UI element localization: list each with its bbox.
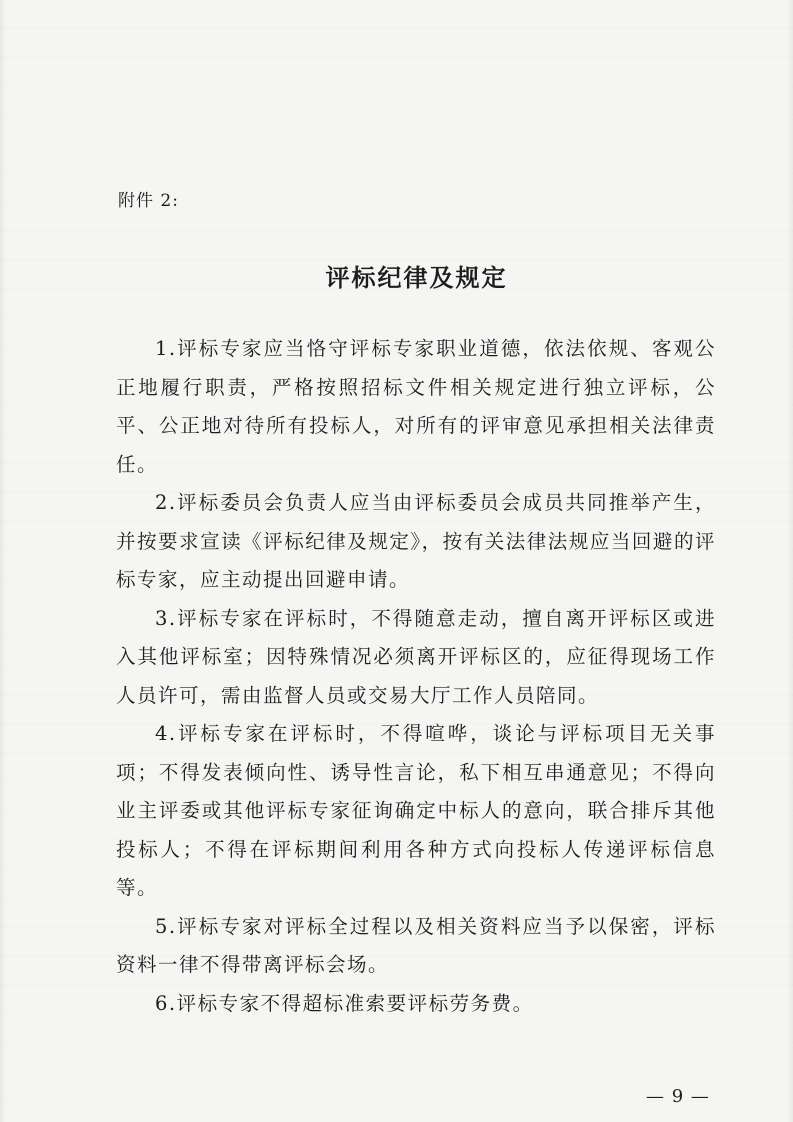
rule-paragraph-5: 5.评标专家对评标全过程以及相关资料应当予以保密，评标资料一律不得带离评标会场。	[116, 914, 716, 976]
page-number: — 9 —	[646, 1086, 710, 1107]
page-title: 评标纪律及规定	[325, 263, 508, 292]
rule-paragraph-3: 3.评标专家在评标时，不得随意走动，擅自离开评标区或进入其他评标室；因特殊情况必须离开评标区的，应征得现场工作人员许可，需由监督人员或交易大厅工作人员陪同。	[116, 606, 716, 707]
rule-paragraph-2: 2.评标委员会负责人应当由评标委员会成员共同推举产生，并按要求宣读《评标纪律及规定》，按有关法律法规应当回避的评标专家，应主动提出回避申请。	[116, 491, 716, 591]
document-body	[116, 330, 716, 1023]
attachment-label: 附件 2:	[118, 191, 179, 211]
rule-paragraph-1: 1.评标专家应当恪守评标专家职业道德，依法依规、客观公正地履行职责，严格按照招标文件相关规定进行独立评标，公平、公正地对待所有投标人，对所有的评审意见承担相关法律责任。	[116, 337, 716, 476]
rule-paragraph-4: 4.评标专家在评标时，不得喧哗，谈论与评标项目无关事项；不得发表倾向性、诱导性言论，私下相互串通意见；不得向业主评委或其他评标专家征询确定中标人的意向，联合排斥其他投标人；不得在评标期间利用各种方式向投标人传递评标信息等。	[116, 722, 716, 899]
rule-paragraph-6: 6.评标专家不得超标准索要评标劳务费。	[155, 991, 534, 1015]
scan-shadow-right	[787, 0, 793, 1122]
scan-shadow-left	[0, 0, 6, 1122]
